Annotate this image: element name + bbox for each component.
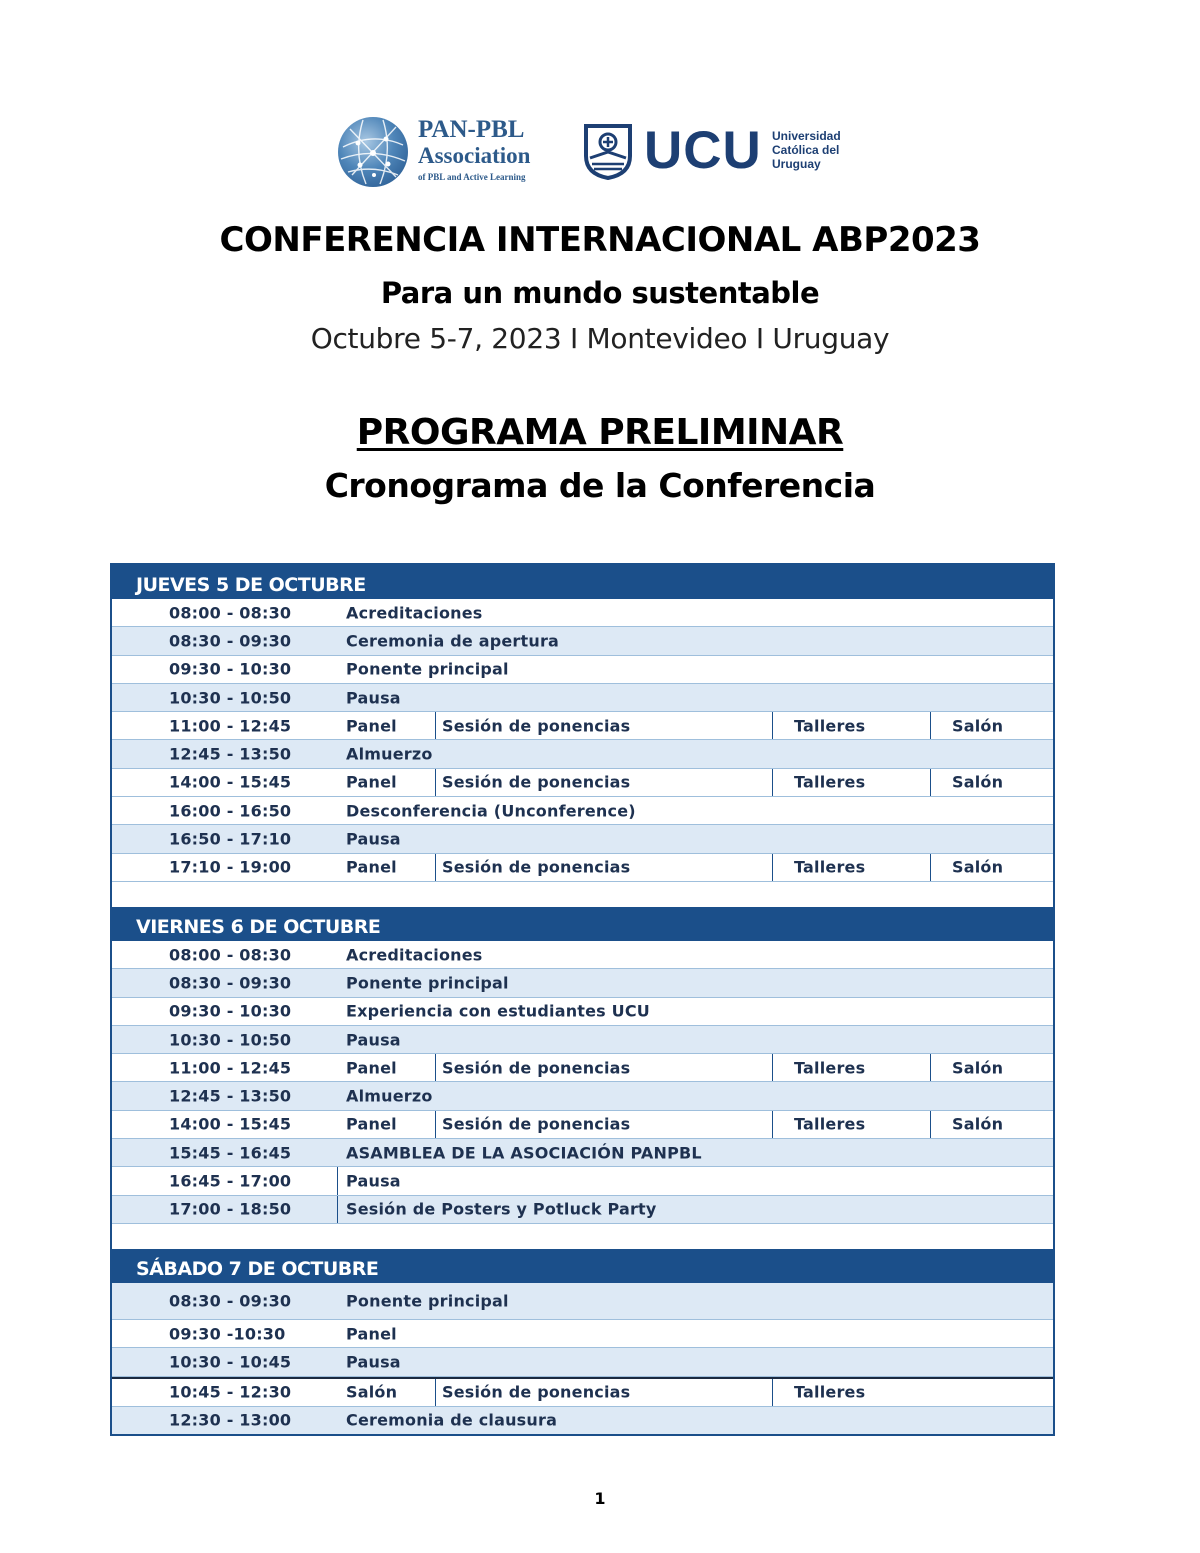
conference-title: CONFERENCIA INTERNACIONAL ABP2023 <box>219 220 981 260</box>
talleres-cell: Talleres <box>794 857 866 877</box>
ucu-university-name <box>772 129 841 171</box>
conference-date-place: Octubre 5-7, 2023 I Montevideo I Uruguay <box>310 322 890 355</box>
time-cell: 10:30 - 10:45 <box>169 1352 292 1372</box>
time-cell: 08:00 - 08:30 <box>169 603 292 623</box>
activity-cell: Panel <box>346 1114 397 1134</box>
activity-cell: Pausa <box>346 829 401 849</box>
table-row <box>112 969 1053 997</box>
table-row <box>112 1111 1053 1139</box>
salon-cell: Salón <box>952 1058 1004 1078</box>
activity-cell: Pausa <box>346 1030 401 1049</box>
activity-cell: Salón <box>346 1382 398 1402</box>
table-row <box>112 941 1053 969</box>
activity-cell: Acreditaciones <box>346 603 483 623</box>
column-divider <box>930 1111 931 1138</box>
activity-cell: Acreditaciones <box>346 945 483 965</box>
session-cell: Sesión de ponencias <box>442 857 631 877</box>
pan-pbl-logo <box>338 115 548 191</box>
session-cell: Sesión de ponencias <box>442 1114 631 1134</box>
program-heading: PROGRAMA PRELIMINAR <box>356 412 844 453</box>
column-divider <box>435 854 436 881</box>
activity-cell: Pausa <box>346 1352 401 1372</box>
time-cell: 12:45 - 13:50 <box>169 744 292 764</box>
salon-cell: Salón <box>952 772 1004 792</box>
table-row <box>112 1377 1053 1407</box>
column-divider <box>435 769 436 796</box>
talleres-cell: Talleres <box>794 772 866 792</box>
table-row <box>112 854 1053 882</box>
column-divider <box>435 1054 436 1081</box>
table-row <box>112 740 1053 768</box>
table-row <box>112 769 1053 797</box>
table-row <box>112 656 1053 684</box>
ucu-wordmark: UCU <box>644 121 762 180</box>
activity-cell: Ponente principal <box>346 1291 509 1311</box>
talleres-cell: Talleres <box>794 1058 866 1078</box>
time-cell: 08:30 - 09:30 <box>169 1291 292 1311</box>
table-row <box>112 599 1053 627</box>
table-row <box>112 1139 1053 1167</box>
cronograma-heading: Cronograma de la Conferencia <box>324 466 876 505</box>
activity-cell: Sesión de Posters y Potluck Party <box>346 1199 657 1219</box>
table-row <box>112 1283 1053 1320</box>
time-cell: 09:30 - 10:30 <box>169 659 292 679</box>
column-divider <box>435 1111 436 1138</box>
time-cell: 10:45 - 12:30 <box>169 1382 292 1402</box>
table-row <box>112 1167 1053 1195</box>
table-row <box>112 712 1053 740</box>
table-row <box>112 825 1053 853</box>
activity-cell: Desconferencia (Unconference) <box>346 801 636 821</box>
table-row <box>112 1320 1053 1348</box>
activity-cell: Pausa <box>346 1171 401 1191</box>
activity-cell: Panel <box>346 772 397 792</box>
session-cell: Sesión de ponencias <box>442 716 631 736</box>
table-row <box>112 684 1053 712</box>
time-cell: 12:30 - 13:00 <box>169 1410 292 1430</box>
schedule-table <box>110 563 1055 1436</box>
activity-cell: Panel <box>346 857 397 877</box>
talleres-cell: Talleres <box>794 1114 866 1134</box>
salon-cell: Salón <box>952 857 1004 877</box>
activity-cell: Pausa <box>346 688 401 708</box>
activity-cell: Almuerzo <box>346 744 433 764</box>
logos-bar <box>0 115 1200 195</box>
table-row <box>112 1082 1053 1110</box>
conference-subtitle: Para un mundo sustentable <box>380 276 820 310</box>
time-cell: 12:45 - 13:50 <box>169 1086 292 1106</box>
ucu-emblem-icon <box>582 122 634 180</box>
time-cell: 17:00 - 18:50 <box>169 1199 292 1219</box>
table-spacer <box>112 1224 1053 1249</box>
table-row <box>112 1054 1053 1082</box>
table-row <box>112 998 1053 1026</box>
activity-cell: Ceremonia de apertura <box>346 631 560 651</box>
day-header: JUEVES 5 DE OCTUBRE <box>112 565 1053 599</box>
pan-pbl-tagline: of PBL and Active Learning <box>418 172 526 182</box>
time-cell: 10:30 - 10:50 <box>169 1030 292 1049</box>
time-cell: 08:30 - 09:30 <box>169 973 292 993</box>
day-header: VIERNES 6 DE OCTUBRE <box>112 907 1053 941</box>
talleres-cell: Talleres <box>794 716 866 736</box>
time-cell: 08:30 - 09:30 <box>169 631 292 651</box>
pan-pbl-name: PAN-PBL <box>418 116 525 143</box>
activity-cell: Ponente principal <box>346 973 509 993</box>
column-divider <box>930 769 931 796</box>
time-cell: 08:00 - 08:30 <box>169 945 292 965</box>
time-cell: 16:50 - 17:10 <box>169 829 292 849</box>
time-cell: 16:00 - 16:50 <box>169 801 292 821</box>
column-divider <box>435 712 436 739</box>
time-cell: 15:45 - 16:45 <box>169 1143 292 1163</box>
activity-cell: Panel <box>346 1058 397 1078</box>
column-divider <box>772 1054 773 1081</box>
table-spacer <box>112 882 1053 907</box>
time-cell: 09:30 -10:30 <box>169 1324 286 1344</box>
table-row <box>112 627 1053 655</box>
pan-pbl-association: Association <box>418 143 531 168</box>
ucu-sub-line-2: Católica del <box>772 143 840 157</box>
column-divider <box>930 854 931 881</box>
time-cell: 14:00 - 15:45 <box>169 772 292 792</box>
time-cell: 11:00 - 12:45 <box>169 1058 292 1078</box>
activity-cell: ASAMBLEA DE LA ASOCIACIÓN PANPBL <box>346 1143 702 1163</box>
activity-cell: Ponente principal <box>346 659 509 679</box>
column-divider <box>772 1111 773 1138</box>
activity-cell: Panel <box>346 716 397 736</box>
table-row <box>112 797 1053 825</box>
session-cell: Sesión de ponencias <box>442 1058 631 1078</box>
time-cell: 10:30 - 10:50 <box>169 688 292 708</box>
activity-cell: Almuerzo <box>346 1086 433 1106</box>
table-row <box>112 1407 1053 1434</box>
session-cell: Sesión de ponencias <box>442 772 631 792</box>
column-divider <box>930 1054 931 1081</box>
day-header: SÁBADO 7 DE OCTUBRE <box>112 1249 1053 1283</box>
page-number: 1 <box>594 1489 606 1508</box>
globe-icon <box>338 117 408 187</box>
activity-cell: Experiencia con estudiantes UCU <box>346 1001 651 1021</box>
time-cell: 11:00 - 12:45 <box>169 716 292 736</box>
time-cell: 17:10 - 19:00 <box>169 857 292 877</box>
column-divider <box>772 769 773 796</box>
column-divider <box>930 712 931 739</box>
table-row <box>112 1196 1053 1224</box>
column-divider <box>435 1379 436 1406</box>
column-divider <box>337 1167 338 1194</box>
time-cell: 09:30 - 10:30 <box>169 1001 292 1021</box>
time-cell: 16:45 - 17:00 <box>169 1171 292 1191</box>
activity-cell: Panel <box>346 1324 397 1344</box>
session-cell: Sesión de ponencias <box>442 1382 631 1402</box>
column-divider <box>772 1379 773 1406</box>
table-row <box>112 1026 1053 1054</box>
column-divider <box>772 854 773 881</box>
time-cell: 14:00 - 15:45 <box>169 1114 292 1134</box>
column-divider <box>337 1196 338 1223</box>
talleres-cell: Talleres <box>794 1382 866 1402</box>
ucu-sub-line-3: Uruguay <box>772 157 821 171</box>
column-divider <box>772 712 773 739</box>
ucu-logo <box>582 119 862 189</box>
salon-cell: Salón <box>952 716 1004 736</box>
table-row <box>112 1348 1053 1376</box>
activity-cell: Ceremonia de clausura <box>346 1410 558 1430</box>
ucu-sub-line-1: Universidad <box>772 129 841 143</box>
salon-cell: Salón <box>952 1114 1004 1134</box>
